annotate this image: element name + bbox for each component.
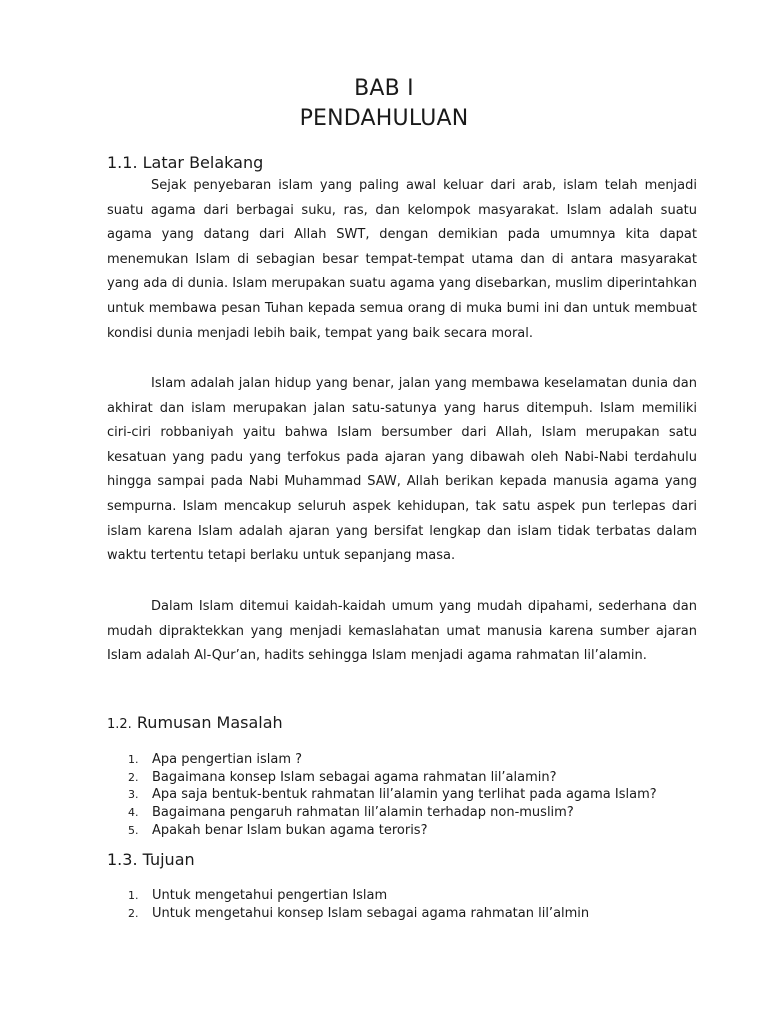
section-heading-latar-belakang: 1.1. Latar Belakang — [107, 153, 264, 172]
list-item-text: Bagaimana konsep Islam sebagai agama rahmatan lil’alamin? — [152, 769, 557, 785]
section-heading-tujuan: 1.3. Tujuan — [107, 850, 195, 869]
list-item — [107, 804, 657, 822]
list-item-text: Untuk mengetahui pengertian Islam — [152, 888, 388, 903]
paragraph-3: Dalam Islam ditemui kaidah-kaidah umum yang mudah dipahami, sederhana dan mudah dipraktekkan yang menjadi kemaslahatan umat manusia karena sumber ajaran Islam adalah Al-Qur’an, hadits sehingga Islam menjadi agama rahmatan lil’alamin. — [107, 599, 697, 664]
list-item — [107, 751, 657, 769]
list-item-text: Apa pengertian islam ? — [152, 752, 303, 767]
list-item-text: Untuk mengetahui konsep Islam sebagai agama rahmatan lil’almin — [152, 905, 590, 921]
section-heading-rumusan-masalah — [107, 712, 283, 736]
list-item-number: 1. — [128, 889, 139, 902]
section-heading-number: 1.2. — [107, 717, 132, 732]
list-item — [107, 822, 657, 840]
list-item-number: 5. — [128, 823, 139, 837]
chapter-title: PENDAHULUAN — [299, 106, 469, 131]
list-item-text: Bagaimana pengaruh rahmatan lil’alamin terhadap non-muslim? — [152, 805, 574, 821]
list-item-number: 1. — [128, 753, 139, 766]
section-heading-text: Rumusan Masalah — [136, 713, 283, 732]
list-item-text: Apakah benar Islam bukan agama teroris? — [152, 822, 428, 838]
chapter-number: BAB I — [354, 76, 414, 101]
list-item — [107, 769, 657, 787]
list-item — [107, 905, 589, 923]
list-item-number: 2. — [128, 770, 139, 784]
list-item-number: 4. — [128, 806, 139, 820]
list-item — [107, 887, 589, 905]
rumusan-list — [107, 751, 657, 840]
list-item-number: 2. — [128, 906, 139, 920]
tujuan-list — [107, 887, 589, 922]
paragraph-2: Islam adalah jalan hidup yang benar, jalan yang membawa keselamatan dunia dan akhirat dan islam merupakan jalan satu-satunya yang harus ditempuh. Islam memiliki ciri-ciri robbaniyah yaitu bahwa Islam bersumber dari Allah, Islam merupakan satu kesatuan yang padu yang terfokus pada ajaran yang dibawah oleh Nabi-Nabi terdahulu hingga sampai pada Nabi Muhammad SAW, Allah berikan kepada manusia agama yang sempurna. Islam mencakup seluruh aspek kehidupan, tak satu aspek pun terlepas dari islam karena Islam adalah ajaran yang bersifat lengkap dan islam tidak terbatas dalam waktu tertentu tetapi berlaku untuk sepanjang masa. — [107, 376, 697, 564]
list-item-number: 3. — [128, 788, 139, 802]
list-item-text: Apa saja bentuk-bentuk rahmatan lil’alamin yang terlihat pada agama Islam? — [152, 787, 657, 803]
paragraph-1: Sejak penyebaran islam yang paling awal keluar dari arab, islam telah menjadi suatu agama dari berbagai suku, ras, dan kelompok masyarakat. Islam adalah suatu agama yang datang dari Allah SWT, dengan demikian pada umumnya kita dapat menemukan Islam di sebagian besar tempat-tempat utama dan di antara masyarakat yang ada di dunia. Islam merupakan suatu agama yang disebarkan, muslim diperintahkan untuk membawa pesan Tuhan kepada semua orang di muka bumi ini dan untuk membuat kondisi dunia menjadi lebih baik, tempat yang baik secara moral. — [107, 178, 697, 341]
list-item — [107, 786, 657, 804]
